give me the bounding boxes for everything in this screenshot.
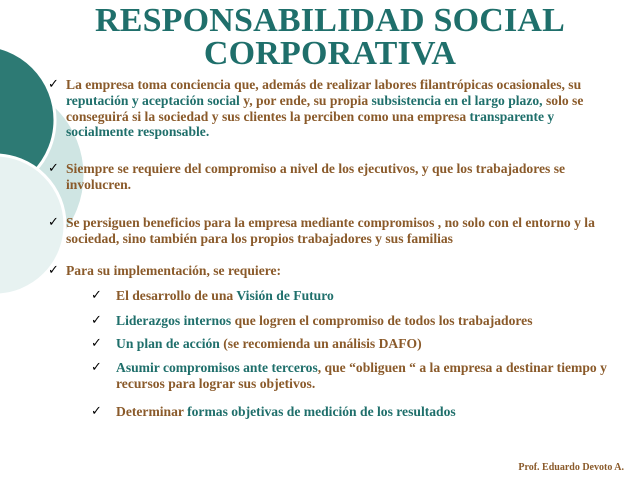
bullet-1 xyxy=(48,77,618,140)
title-line-1: RESPONSABILIDAD SOCIAL xyxy=(94,2,566,39)
sub-bullet-text: El desarrollo de una Visión de Futuro xyxy=(116,288,334,303)
check-icon: ✓ xyxy=(91,336,102,351)
sub-bullet-3 xyxy=(91,336,616,352)
bullet-text: Para su implementación, se requiere: xyxy=(66,263,282,278)
bullet-3 xyxy=(48,215,618,247)
check-icon: ✓ xyxy=(91,360,102,375)
bullet-2 xyxy=(48,161,618,193)
sub-bullet-text: Liderazgos internos que logren el compromiso de todos los trabajadores xyxy=(116,313,533,328)
check-icon: ✓ xyxy=(48,161,59,176)
sub-bullet-text: Un plan de acción (se recomienda un análisis DAFO) xyxy=(116,336,422,351)
sub-bullet-1 xyxy=(91,288,616,304)
check-icon: ✓ xyxy=(91,288,102,303)
sub-bullet-4 xyxy=(91,360,616,392)
slide-title xyxy=(50,4,610,70)
sub-bullet-2 xyxy=(91,313,616,329)
bullet-4 xyxy=(48,263,618,279)
bullet-text: Siempre se requiere del compromiso a nivel de los ejecutivos, y que los trabajadores se involucren. xyxy=(66,161,566,192)
check-icon: ✓ xyxy=(48,77,59,92)
sub-bullet-text: Determinar formas objetivas de medición de los resultados xyxy=(116,404,456,419)
check-icon: ✓ xyxy=(48,215,59,230)
check-icon: ✓ xyxy=(91,313,102,328)
bullet-text: La empresa toma conciencia que, además de realizar labores filantrópicas ocasionales, su reputación y aceptación social y, por ende, su propia subsistencia en el largo plazo, solo se conseguirá si la sociedad y sus clientes la perciben como una empresa transparente y socialmente responsable. xyxy=(66,77,584,140)
bullet-text: Se persiguen beneficios para la empresa mediante compromisos , no solo con el entorno y la sociedad, sino también para los propios trabajadores y sus familias xyxy=(66,215,595,246)
footer-author: Prof. Eduardo Devoto A. xyxy=(518,462,624,473)
sub-bullet-5 xyxy=(91,404,616,420)
title-line-2: CORPORATIVA xyxy=(203,35,457,72)
check-icon: ✓ xyxy=(91,404,102,419)
check-icon: ✓ xyxy=(48,263,59,278)
sub-bullet-text: Asumir compromisos ante terceros, que “obliguen “ a la empresa a destinar tiempo y recursos para lograr sus objetivos. xyxy=(116,360,607,391)
